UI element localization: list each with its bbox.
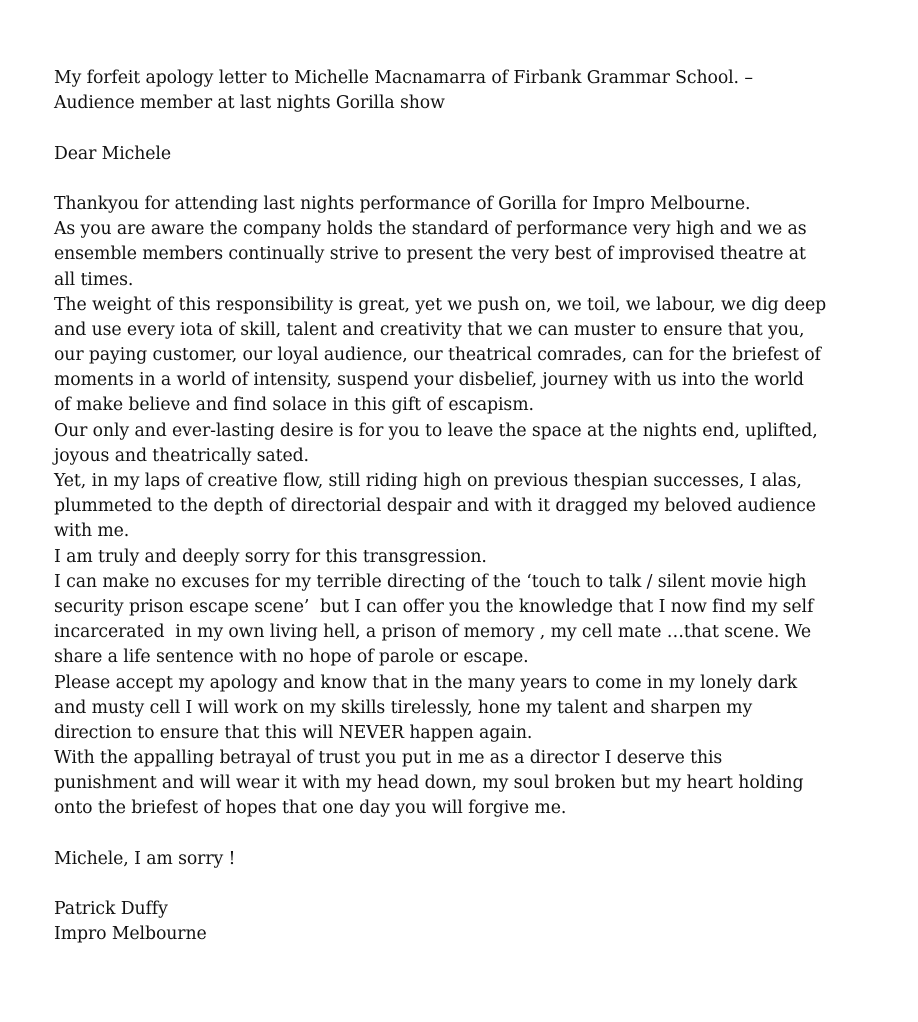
body-line: and musty cell I will work on my skills tirelessly, hone my talent and sharpen my [54,697,753,718]
heading-line: My forfeit apology letter to Michelle Macnamarra of Firbank Grammar School. – [54,68,753,88]
body-line: I can make no excuses for my terrible directing of the ‘touch to talk / silent movie high [54,571,807,592]
salutation: Dear Michele [54,143,171,164]
body-line: Please accept my apology and know that in the many years to come in my lonely dark [54,672,798,693]
closing-line: Michele, I am sorry ! [54,848,236,869]
spacer [54,167,874,192]
body-line: with me. [54,521,130,542]
spacer [54,872,874,897]
body-line: ensemble members continually strive to present the very best of improvised theatre at [54,244,806,265]
body-line: The weight of this responsibility is great, yet we push on, we toil, we labour, we dig deep [54,294,827,315]
body-line: Yet, in my laps of creative flow, still riding high on previous thespian successes, I alas, [54,471,802,491]
body-line: onto the briefest of hopes that one day you will forgive me. [54,798,567,819]
body-line: Our only and ever-lasting desire is for you to leave the space at the nights end, uplifted, [54,420,818,441]
body-line: With the appalling betrayal of trust you put in me as a director I deserve this [54,748,723,769]
body-line: direction to ensure that this will NEVER happen again. [54,722,533,743]
heading-line: Audience member at last nights Gorilla show [54,93,445,114]
body-line: joyous and theatrically sated. [54,445,309,466]
body-line: moments in a world of intensity, suspend your disbelief, journey with us into the world [54,370,804,391]
body-line: punishment and will wear it with my head down, my soul broken but my heart holding [54,773,804,794]
letter-body [54,66,874,948]
body-line: all times. [54,269,134,290]
spacer [54,116,874,141]
body-line: Thankyou for attending last nights performance of Gorilla for Impro Melbourne. [54,193,751,214]
body-line: our paying customer, our loyal audience, our theatrical comrades, can for the briefest of [54,345,821,366]
body-line: incarcerated in my own living hell, a prison of memory , my cell mate …that scene. We [54,622,812,643]
body-line: plummeted to the depth of directorial despair and with it dragged my beloved audience [54,496,816,517]
body-line: I am truly and deeply sorry for this transgression. [54,546,487,567]
body-line: security prison escape scene’ but I can offer you the knowledge that I now find my self [54,596,814,617]
body-line: As you are aware the company holds the standard of performance very high and we as [54,219,807,240]
signature-name: Patrick Duffy [54,899,168,920]
spacer [54,822,874,847]
signature-organization: Impro Melbourne [54,924,207,945]
body-line: and use every iota of skill, talent and creativity that we can muster to ensure that you, [54,319,805,340]
body-line: of make believe and find solace in this gift of escapism. [54,395,534,416]
body-line: share a life sentence with no hope of parole or escape. [54,647,529,668]
